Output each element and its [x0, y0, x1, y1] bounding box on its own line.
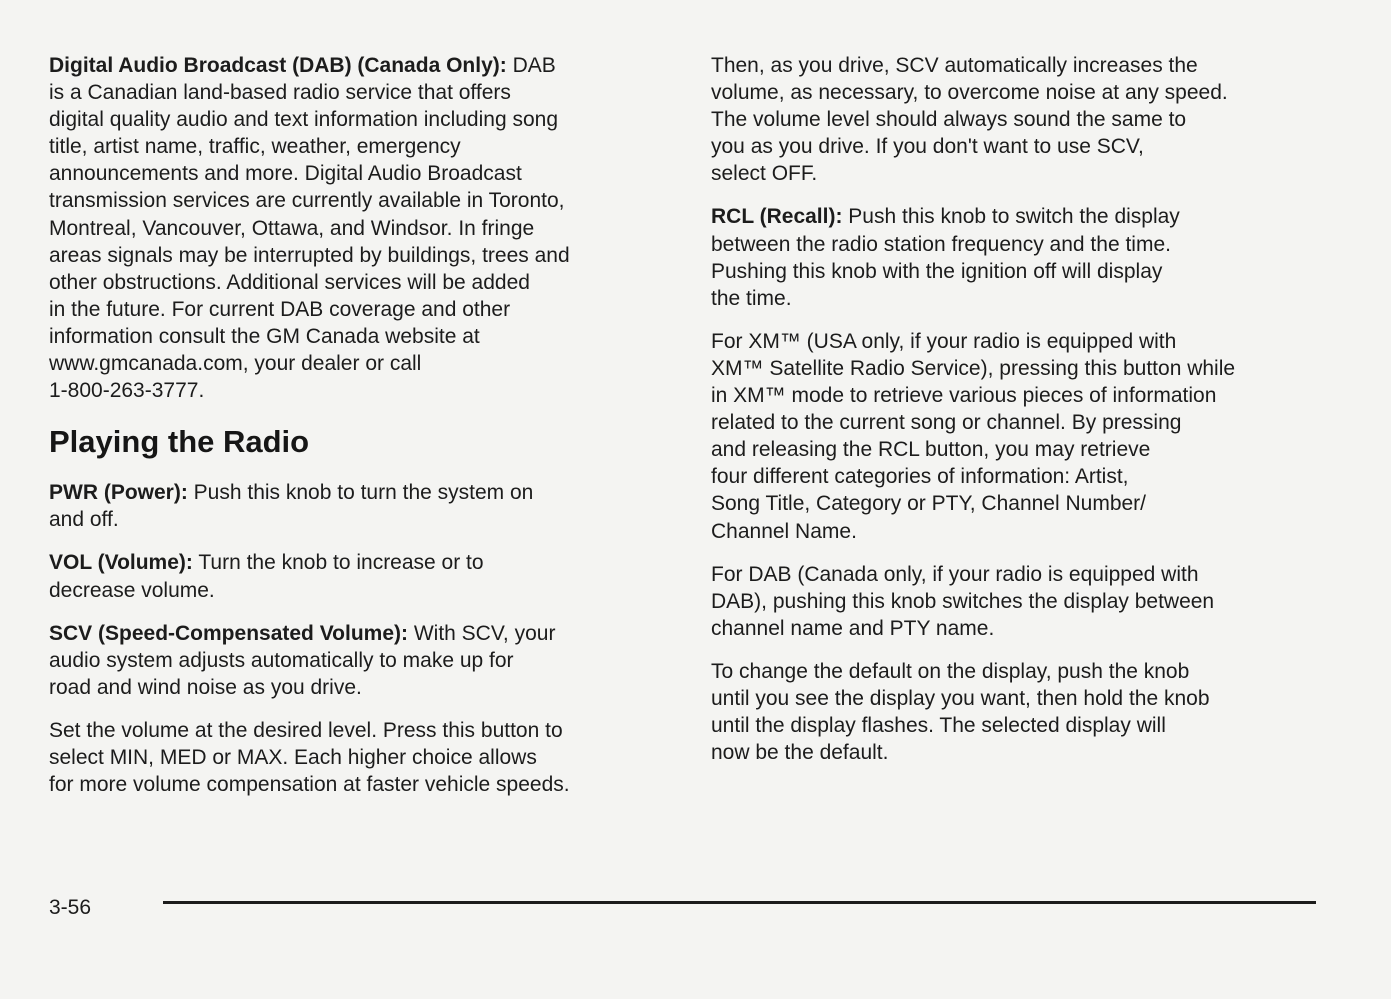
dab-text: DAB is a Canadian land-based radio service that offers digital quality audio and text information including song title, artist name, traffic, weather, emergency announcements and more. Digital Audio Broadcast transmission services are currently available in Toronto, Montreal, Vancouver, Ottawa, and Windsor. In fringe areas signals may be interrupted by buildings, trees and other obstructions. Additional services will be added in the future. For current DAB coverage and other information consult the GM Canada website at www.gmcanada.com, your dealer or call 1-800-263-3777. — [49, 54, 570, 403]
vol-term: VOL (Volume): — [49, 551, 193, 575]
rcl-text: Push this knob to switch the display between the radio station frequency and the time. Pushing this knob with the ignition off will display the time. — [711, 205, 1180, 310]
rcl-paragraph — [711, 203, 1331, 311]
scv-term: SCV (Speed-Compensated Volume): — [49, 621, 408, 645]
vol-text: Turn the knob to increase or to decrease volume. — [49, 551, 484, 602]
pwr-paragraph — [49, 479, 669, 533]
dab-display-paragraph: For DAB (Canada only, if your radio is equipped with DAB), pushing this knob switches the display between channel name and PTY name. — [711, 562, 1215, 640]
scv-paragraph — [49, 620, 669, 701]
left-column — [49, 52, 669, 814]
vol-paragraph — [49, 549, 669, 603]
pwr-text: Push this knob to turn the system on and off. — [49, 481, 534, 532]
page-number: 3-56 — [49, 896, 92, 919]
dab-paragraph — [49, 52, 669, 404]
rcl-term: RCL (Recall): — [711, 205, 843, 229]
default-display-paragraph: To change the default on the display, push the knob until you see the display you want, then hold the knob until the display flashes. The selected display will now be the default. — [711, 659, 1210, 765]
footer-rule — [163, 901, 1316, 904]
right-column — [711, 52, 1331, 782]
pwr-term: PWR (Power): — [49, 481, 188, 505]
scv-text: With SCV, your audio system adjusts automatically to make up for road and wind noise as you drive. — [49, 621, 556, 699]
xm-paragraph: For XM™ (USA only, if your radio is equipped with XM™ Satellite Radio Service), pressing this button while in XM™ mode to retrieve various pieces of information related to the current song or channel. By pressing and releasing the RCL button, you may retrieve four different categories of information: Artist, Song Title, Category or PTY, Channel Number/ Channel Name. — [711, 329, 1236, 543]
scv-continued-paragraph: Then, as you drive, SCV automatically increases the volume, as necessary, to overcome noise at any speed. The volume level should always sound the same to you as you drive. If you don't want to use SCV, select OFF. — [711, 54, 1228, 186]
set-volume-paragraph: Set the volume at the desired level. Press this button to select MIN, MED or MAX. Each higher choice allows for more volume compensation at faster vehicle speeds. — [49, 718, 570, 797]
dab-term: Digital Audio Broadcast (DAB) (Canada Only): — [49, 54, 507, 77]
section-heading: Playing the Radio — [49, 424, 310, 460]
